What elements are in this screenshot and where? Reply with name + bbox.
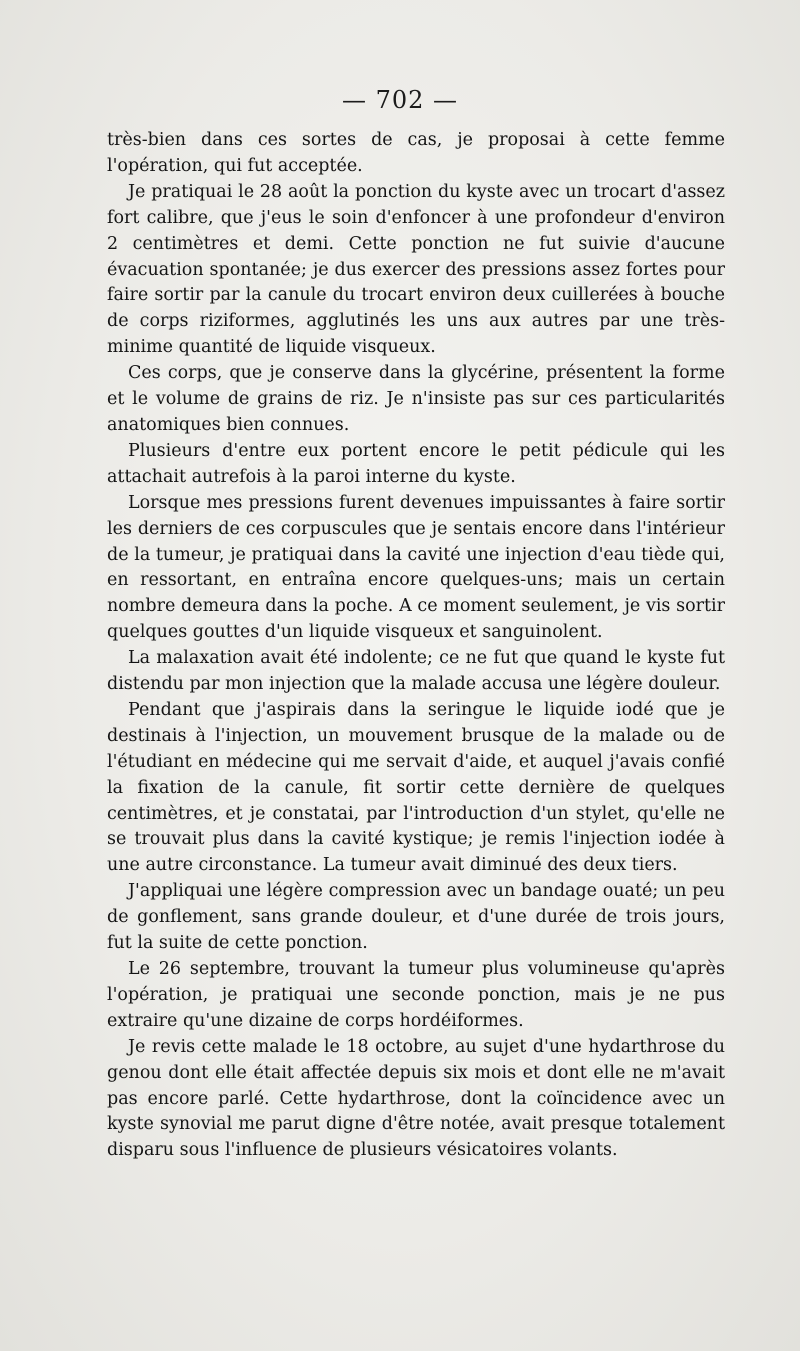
paragraph: Pendant que j'aspirais dans la seringue le liquide iodé que je destinais à l'injection, un mouvement brusque de la malade ou de l'étudiant en médecine qui me servait d'aide, et auquel j'avais confié la fixation de la canule, fit sortir cette dernière de quelques centimètres, et je constatai, par l'introduction d'un stylet, qu'elle ne se trouvait plus dans la cavité kystique; je remis l'injection iodée à une autre circonstance. La tumeur avait diminué des deux tiers. [107, 699, 725, 876]
paragraph: J'appliquai une légère compression avec un bandage ouaté; un peu de gonflement, sans grande douleur, et d'une durée de trois jours, fut la suite de cette ponction. [107, 881, 725, 954]
paragraph: Plusieurs d'entre eux portent encore le petit pédicule qui les attachait autrefois à la paroi interne du kyste. [107, 440, 725, 487]
page-number: — 702 — [341, 86, 459, 114]
paragraph: La malaxation avait été indolente; ce ne fut que quand le kyste fut distendu par mon injection que la malade accusa une légère douleur. [107, 648, 725, 695]
paragraph: Lorsque mes pressions furent devenues impuissantes à faire sortir les derniers de ces corpuscules que je sentais encore dans l'intérieur de la tumeur, je pratiquai dans la cavité une injection d'eau tiède qui, en ressortant, en entraîna encore quelques-uns; mais un certain nombre demeura dans la poche. A ce moment seulement, je vis sortir quelques gouttes d'un liquide visqueux et sanguinolent. [107, 492, 725, 643]
body-text [107, 128, 725, 1164]
paragraph: Je revis cette malade le 18 octobre, au sujet d'une hydarthrose du genou dont elle était affectée depuis six mois et dont elle ne m'avait pas encore parlé. Cette hydarthrose, dont la coïncidence avec un kyste synovial me parut digne d'être notée, avait presque totalement disparu sous l'influence de plusieurs vésicatoires volants. [107, 1036, 725, 1161]
paragraph: Ces corps, que je conserve dans la glycérine, présentent la forme et le volume de grains de riz. Je n'insiste pas sur ces particularités anatomiques bien connues. [107, 363, 725, 435]
paragraph: Je pratiquai le 28 août la ponction du kyste avec un trocart d'assez fort calibre, que j'eus le soin d'enfoncer à une profondeur d'environ 2 centimètres et demi. Cette ponction ne fut suivie d'aucune évacuation spontanée; je dus exercer des pressions assez fortes pour faire sortir par la canule du trocart environ deux cuillerées à bouche de corps riziformes, agglutinés les uns aux autres par une très-minime quantité de liquide visqueux. [107, 181, 725, 358]
paragraph: Le 26 septembre, trouvant la tumeur plus volumineuse qu'après l'opération, je pratiquai une seconde ponction, mais je ne pus extraire qu'une dizaine de corps hordéiformes. [107, 959, 725, 1031]
paragraph: très-bien dans ces sortes de cas, je proposai à cette femme l'opération, qui fut acceptée. [107, 130, 725, 176]
